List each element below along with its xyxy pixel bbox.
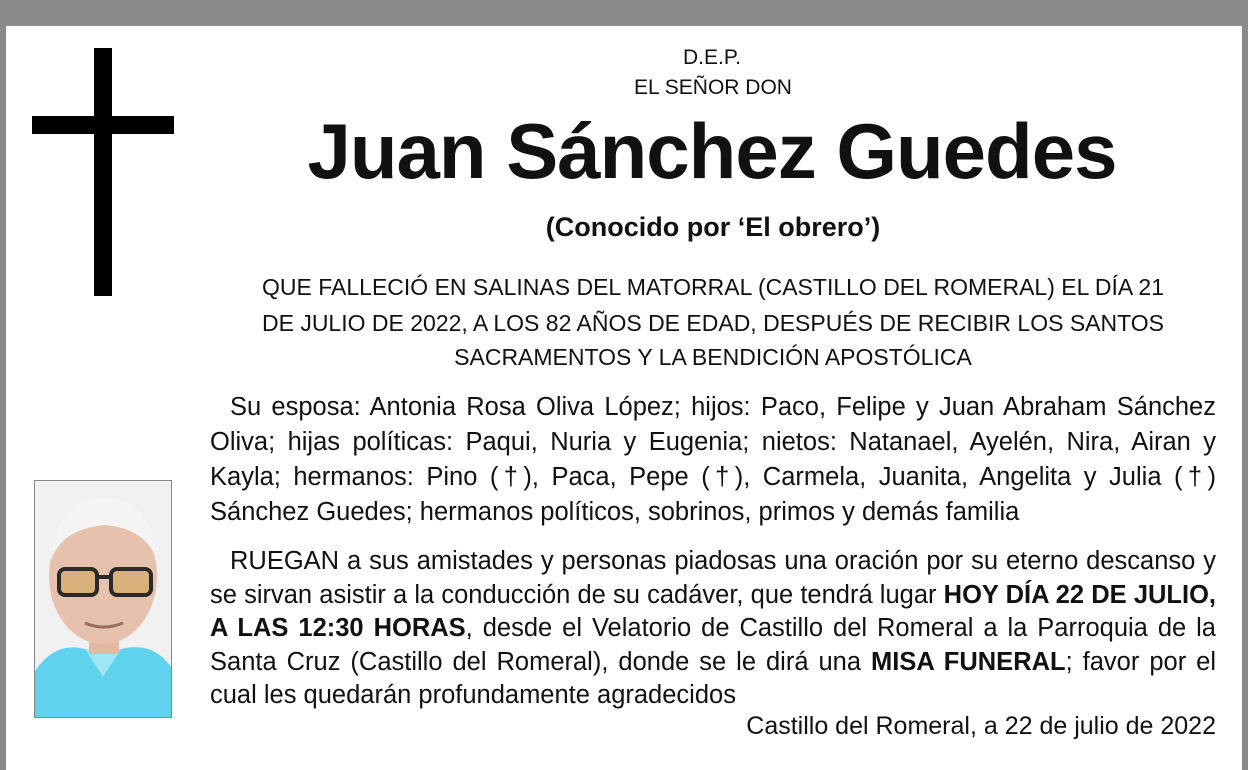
nickname: (Conocido por ‘El obrero’) <box>545 212 881 242</box>
funeral-time: HOY DÍA 22 DE JULIO, A LAS 12:30 HORAS <box>210 580 1216 642</box>
request-paragraph <box>210 545 1216 713</box>
request-text-2: , desde el Velatorio de Castillo del Romeral a la Parroquia de la Santa Cruz (Castillo del Romeral), donde se le dirá una <box>210 614 1216 676</box>
death-notice-line-1: QUE FALLECIÓ EN SALINAS DEL MATORRAL (CASTILLO DEL ROMERAL) EL DÍA 21 <box>262 274 1164 300</box>
funeral-mass-label: MISA FUNERAL <box>871 647 1066 676</box>
request-text-1: RUEGAN a sus amistades y personas piadosas una oración por su eterno descanso y se sirvan asistir a la conducción de su cadáver, que tendrá lugar <box>210 547 1216 609</box>
deceased-name: Juan Sánchez Guedes <box>307 107 1117 195</box>
family-paragraph: Su esposa: Antonia Rosa Oliva López; hijos: Paco, Felipe y Juan Abraham Sánchez Oliva; hijas políticas: Paqui, Nuria y Eugenia; nietos: Natanael, Ayelén, Nira, Airan y Kayla; hermanos: Pino (†), Paca, Pepe (†), Carmela, Juanita, Angelita y Julia (†) Sánchez Guedes; hermanos políticos, sobrinos, primos y demás familia <box>210 393 1216 526</box>
portrait-image <box>35 481 171 717</box>
cross-icon <box>32 48 174 296</box>
request-text-3: ; favor por el cual les quedarán profundamente agradecidos <box>210 647 1216 709</box>
death-notice-line-3: SACRAMENTOS Y LA BENDICIÓN APOSTÓLICA <box>454 344 972 370</box>
title-label: EL SEÑOR DON <box>634 76 792 99</box>
deceased-portrait <box>34 480 172 718</box>
place-date-signoff: Castillo del Romeral, a 22 de julio de 2022 <box>746 712 1216 740</box>
dep-label: D.E.P. <box>683 46 741 69</box>
death-notice-line-2: DE JULIO DE 2022, A LOS 82 AÑOS DE EDAD, DESPUÉS DE RECIBIR LOS SANTOS <box>261 310 1164 336</box>
